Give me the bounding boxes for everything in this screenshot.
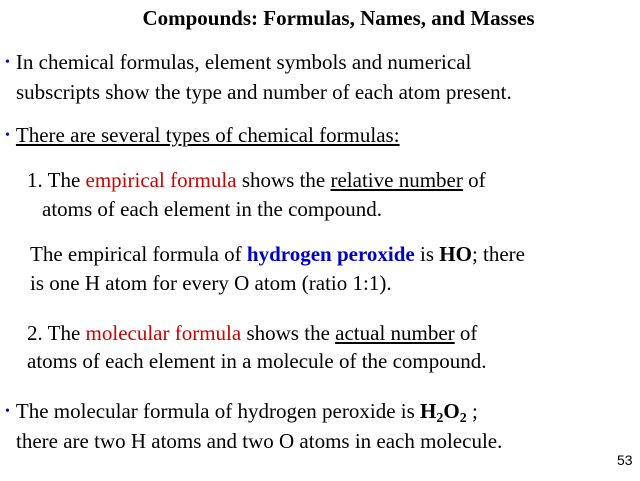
item-1-line-2: atoms of each element in the compound.: [42, 197, 382, 221]
bullet-2: [5, 121, 400, 153]
bullet-icon: •: [5, 128, 10, 143]
hydrogen-peroxide-term: hydrogen peroxide: [246, 242, 415, 266]
bullet-1-text: In chemical formulas, element symbols and numerical: [15, 50, 472, 74]
example-1-line-2: is one H atom for every O atom (ratio 1:1).: [30, 271, 392, 295]
molecular-formula-term: molecular formula: [85, 321, 242, 345]
slide-title: Compounds: Formulas, Names, and Masses: [142, 6, 535, 30]
item-1-mid: shows the: [236, 168, 331, 192]
bullet-2-text: There are several types of chemical formulas:: [15, 123, 400, 147]
example-1-pre: The empirical formula of: [30, 242, 247, 266]
actual-number-text: actual number: [335, 321, 455, 345]
bullet-3-pre: The molecular formula of hydrogen peroxide is: [15, 399, 421, 423]
page-number: 53: [617, 452, 633, 468]
empirical-formula-ho: HO: [439, 242, 472, 266]
example-1-line-1: [30, 240, 525, 269]
item-2-post: of: [454, 321, 478, 345]
item-2-line-1: [27, 319, 477, 348]
bullet-1-line-1: [5, 48, 471, 80]
bullet-3-post: ;: [466, 399, 478, 423]
example-1-mid: is: [414, 242, 440, 266]
item-2-pre: 2. The: [27, 321, 86, 345]
bullet-1-line-2: subscripts show the type and number of each atom present.: [16, 80, 512, 104]
example-1-post: ; there: [471, 242, 525, 266]
bullet-3-line-2: there are two H atoms and two O atoms in each molecule.: [16, 429, 503, 453]
bullet-icon: •: [5, 55, 10, 70]
molecular-formula-h2o2: $H_2O_2$: [420, 399, 467, 426]
item-1-line-1: [27, 166, 486, 195]
empirical-formula-term: empirical formula: [85, 168, 237, 192]
bullet-icon: •: [5, 404, 10, 419]
item-2-mid: shows the: [241, 321, 336, 345]
relative-number-text: relative number: [330, 168, 463, 192]
item-2-line-2: atoms of each element in a molecule of the compound.: [27, 349, 487, 373]
item-1-pre: 1. The: [27, 168, 86, 192]
item-1-post: of: [462, 168, 486, 192]
